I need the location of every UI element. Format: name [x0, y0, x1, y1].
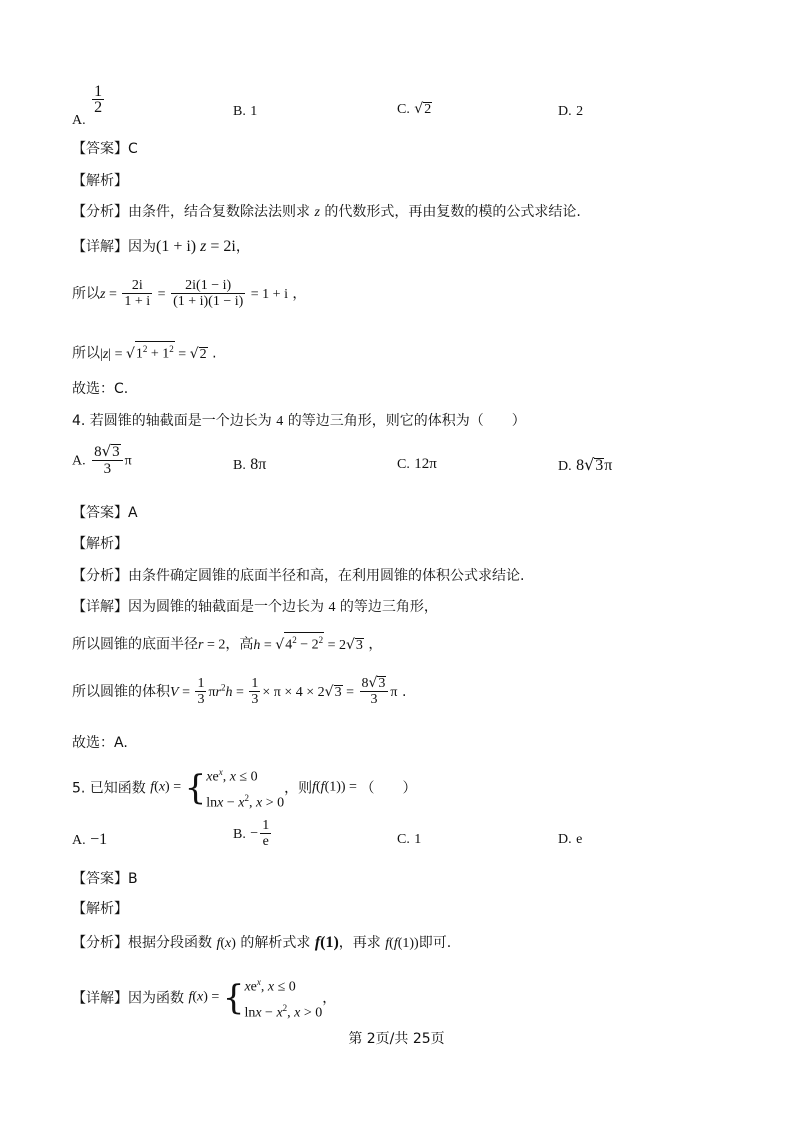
formula: f(f(1)): [385, 936, 419, 951]
stem-text: ，则: [284, 780, 313, 797]
detail-text: 的等边三角形，: [339, 599, 438, 615]
formula: r = 2: [198, 637, 226, 653]
stem-text: 5. 已知函数: [72, 780, 146, 797]
q3-step1: 所以z = $\frac{2i}{1 + i}$ = $\frac{2i(1 - i)}{(1 + i)(1 - i)}$ = 1 + i ，: [72, 278, 307, 309]
piecewise-cases: $xe^x$, x ≤ 0 $\ln x - x^2$, x > 0: [244, 977, 323, 1021]
answer-value: C: [128, 141, 138, 157]
formula: f(x) =: [188, 989, 223, 1005]
q4-step2: 所以圆锥的体积V = $\frac{1}{3}$ $\pi r^2h$ = $\frac{1}{3}$ × π × 4 × 2√3 = $\frac{8√3}{3}$ π .: [72, 675, 407, 707]
q5-detail: 【详解】因为函数 f(x) = { $xe^x$, x ≤ 0 $\ln x - x^2$, x > 0 ，: [72, 972, 336, 1023]
formula: V =: [170, 685, 194, 700]
formula: $h = √4^2 - 2^2 = 2√3$: [253, 638, 364, 653]
stem-text: 4. 若圆锥的轴截面是一个边长为: [72, 413, 272, 429]
option-label: D.: [558, 104, 572, 119]
q5-fenxi: [72, 932, 451, 952]
fraction: $\frac{1}{3}$: [197, 676, 205, 707]
q3-option-a: [72, 83, 106, 128]
option-label: D.: [558, 832, 572, 847]
fenxi-label: 【分析】: [72, 204, 128, 220]
option-value: 1: [414, 832, 422, 847]
option-label: C.: [397, 102, 410, 117]
piecewise-cases: $xe^x$, x ≤ 0 $\ln x - x^2$, x > 0: [206, 767, 285, 811]
detail-number: 4: [328, 600, 336, 615]
answer-label: 【答案】: [72, 141, 128, 157]
q5-option-d: [558, 831, 582, 848]
formula: f(x) =: [150, 779, 185, 795]
q4-step1: 所以圆锥的底面半径r = 2，高$h = √4^2 - 2^2 = 2√3$ ，: [72, 632, 382, 654]
fraction: $\frac{1}{3}$: [251, 676, 259, 707]
q5-option-b: B. − $\frac{1}{e}$: [233, 818, 270, 849]
numerator: 1: [94, 83, 103, 100]
option-value: 2: [424, 102, 432, 117]
formula: f(f(1)) =: [312, 779, 361, 795]
page-footer: 第 2页/共 25页: [348, 1031, 445, 1047]
detail-text: 因为函数: [128, 990, 184, 1007]
step-text: 所以: [72, 345, 100, 362]
option-label: A.: [72, 833, 86, 848]
variable-z: z: [314, 205, 320, 220]
option-label: A.: [72, 453, 86, 469]
fenxi-text: 的代数形式，再由复数的模的公式求结论.: [324, 204, 581, 220]
q5-analysis-label: 【解析】: [72, 901, 128, 917]
q5-answer: [72, 868, 138, 888]
option-value: 8√3π: [576, 455, 613, 474]
q3-fenxi: [72, 201, 581, 221]
fenxi-label: 【分析】: [72, 935, 128, 951]
option-value: −1: [90, 831, 108, 848]
fenxi-label: 【分析】: [72, 568, 128, 584]
detail-label: 【详解】: [72, 599, 128, 615]
option-label: B.: [233, 827, 246, 842]
step-text: ，高: [225, 636, 254, 653]
fraction: $\frac{2i}{1 + i}$: [124, 278, 151, 309]
option-label: B.: [233, 458, 246, 473]
fraction: [92, 84, 104, 116]
q3-option-b: [233, 103, 257, 120]
answer-value: A: [128, 505, 138, 521]
option-value: e: [576, 832, 583, 847]
formula: f(1): [314, 934, 339, 951]
step-text: 所以: [72, 286, 100, 302]
fenxi-text: 的解析式求: [240, 935, 311, 951]
step-text: 所以圆锥的底面半径: [72, 636, 198, 653]
q3-analysis-label: 【解析】: [72, 173, 128, 189]
fraction: $\frac{8√3}{3}$: [360, 676, 389, 708]
option-value: 2: [576, 104, 584, 119]
option-value: 8π: [250, 456, 267, 473]
option-value: 12π: [414, 456, 437, 472]
option-label: B.: [233, 104, 246, 119]
q4-answer: [72, 502, 138, 522]
option-label: D.: [558, 459, 572, 474]
stem-text: 的等边三角形，则它的体积为（ ）: [287, 413, 526, 429]
q4-fenxi: [72, 565, 524, 585]
q4-option-c: [397, 456, 437, 473]
q4-option-b: [233, 456, 266, 474]
detail-label: 【详解】: [72, 239, 128, 255]
stem-number: 4: [276, 414, 284, 429]
option-label: C.: [397, 457, 410, 472]
answer-label: 【答案】: [72, 505, 128, 521]
fenxi-text: 即可.: [418, 935, 452, 951]
q5-option-c: [397, 831, 421, 848]
option-label: C.: [397, 832, 410, 847]
formula: z: [100, 287, 106, 302]
fraction: $\frac{8√3}{3}$: [92, 444, 123, 477]
formula: f(x): [216, 936, 236, 951]
fraction: $\frac{2i(1 - i)}{(1 + i)(1 - i)}$: [173, 278, 244, 309]
option-label: A.: [72, 113, 86, 128]
answer-label: 【答案】: [72, 871, 128, 887]
detail-label: 【详解】: [72, 990, 128, 1007]
q4-option-a: A. $\frac{8√3}{3}$ π: [72, 442, 132, 477]
fenxi-text: 由条件，结合复数除法法则求: [128, 204, 310, 220]
fraction: $\frac{1}{e}$: [262, 818, 270, 849]
q5-stem: [72, 762, 416, 813]
radical-sign: √: [414, 101, 424, 117]
q4-detail: [72, 596, 438, 616]
formula: (1 + i) z = 2i: [156, 238, 236, 255]
fenxi-text: ，再求: [338, 935, 381, 951]
brace: {: [184, 767, 207, 808]
answer-value: B: [128, 871, 138, 887]
stem-text: （ ）: [360, 780, 417, 797]
q4-analysis-label: 【解析】: [72, 536, 128, 552]
denominator: 2: [94, 99, 103, 116]
q3-choose: 故选：C.: [72, 381, 129, 397]
q4-stem: [72, 410, 526, 430]
fenxi-text: 由条件确定圆锥的底面半径和高，在利用圆锥的体积公式求结论.: [128, 568, 525, 584]
detail-text: 因为: [128, 239, 156, 255]
option-value: 1: [250, 104, 258, 119]
q3-answer: [72, 138, 138, 158]
q3-detail: 【详解】因为(1 + i) z = 2i，: [72, 238, 250, 255]
q4-option-d: [558, 455, 612, 475]
formula: $|z| = √1^2 + 1^2 = √2$: [100, 347, 208, 362]
q3-option-c: [397, 101, 432, 118]
q4-choose: 故选：A.: [72, 735, 128, 751]
q3-step2: 所以$|z| = √1^2 + 1^2 = √2$ .: [72, 341, 217, 363]
brace: {: [222, 977, 245, 1018]
fenxi-text: 根据分段函数: [128, 935, 212, 951]
step-text: 所以圆锥的体积: [72, 684, 170, 700]
q3-option-d: [558, 103, 583, 120]
q5-option-a: [72, 831, 107, 849]
detail-text: 因为圆锥的轴截面是一个边长为: [128, 599, 324, 615]
